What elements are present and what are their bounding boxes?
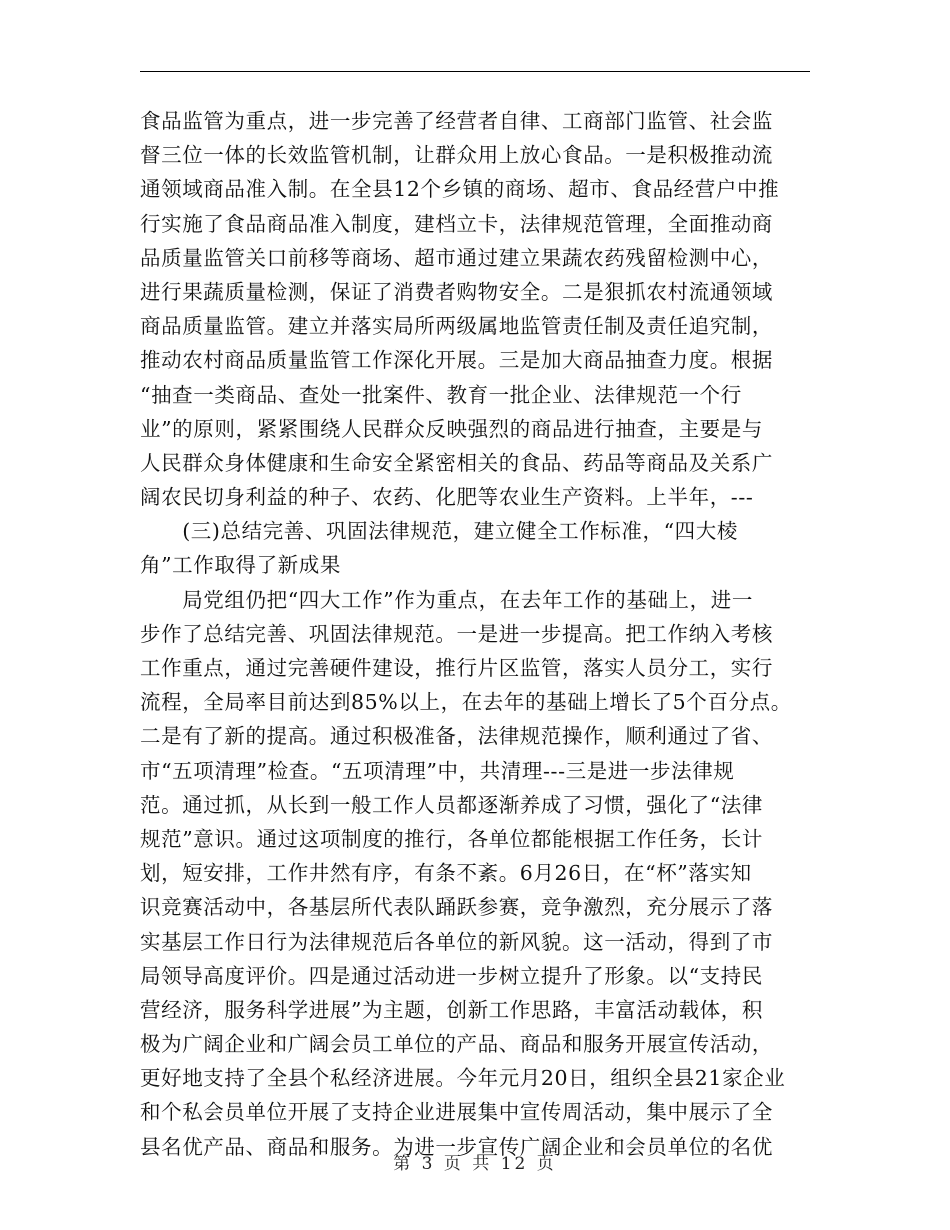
text-line: 通领域商品准入制。在全县12个乡镇的商场、超市、食品经营户中推: [140, 177, 780, 202]
text-line: 业”的原则，紧紧围绕人民群众反映强烈的商品进行抽查，主要是与: [140, 416, 763, 441]
text-line: 局领导高度评价。四是通过活动进一步树立提升了形象。以“支持民: [140, 963, 763, 988]
text-line: 工作重点，通过完善硬件建设，推行片区监管，落实人员分工，实行: [140, 656, 773, 680]
text-line: 二是有了新的提高。通过积极准备，法律规范操作，顺利通过了省、: [140, 724, 773, 749]
text-line: 品质量监管关口前移等商场、超市通过建立果蔬农药残留检测中心，: [140, 245, 773, 270]
text-line: 阔农民切身利益的种子、农药、化肥等农业生产资料。上半年，---: [140, 485, 754, 510]
text-line: 规范”意识。通过这项制度的推行，各单位都能根据工作任务，长计: [140, 826, 763, 851]
text-line: 流程，全局率目前达到85%以上，在去年的基础上增长了5个百分点。: [140, 690, 792, 715]
section-heading-line: 角”工作取得了新成果: [140, 553, 341, 578]
text-line: 极为广阔企业和广阔会员工单位的产品、商品和服务开展宣传活动，: [140, 1032, 773, 1057]
section-heading-line: (三)总结完善、巩固法律规范，建立健全工作标准，“四大棱: [140, 519, 738, 544]
header-rule: [140, 71, 810, 72]
text-line: 步作了总结完善、巩固法律规范。一是进一步提高。把工作纳入考核: [140, 621, 773, 646]
text-line: 商品质量监管。建立并落实局所两级属地监管责任制及责任追究制，: [140, 314, 773, 339]
page-number-footer: 第 3 页 共 12 页: [393, 1154, 557, 1174]
text-line: 更好地支持了全县个私经济进展。今年元月20日，组织全县21家企业: [140, 1066, 786, 1091]
text-line: 实基层工作日行为法律规范后各单位的新风貌。这一活动，得到了市: [140, 929, 773, 954]
text-line: 划，短安排，工作井然有序，有条不紊。6月26日，在“杯”落实知: [140, 861, 752, 886]
text-line: 局党组仍把“四大工作”作为重点，在去年工作的基础上，进一: [140, 587, 753, 612]
text-line: 食品监管为重点，进一步完善了经营者自律、工商部门监管、社会监: [140, 109, 773, 133]
text-line: 进行果蔬质量检测，保证了消费者购物安全。二是狠抓农村流通领域: [140, 279, 773, 304]
text-line: “抽查一类商品、查处一批案件、教育一批企业、法律规范一个行: [140, 382, 742, 407]
text-line: 市“五项清理”检查。“五项清理”中，共清理---三是进一步法律规: [140, 758, 735, 783]
text-line: 县名优产品、商品和服务。为进一步宣传广阔企业和会员单位的名优: [140, 1134, 773, 1159]
text-line: 范。通过抓，从长到一般工作人员都逐渐养成了习惯，强化了“法律: [140, 792, 763, 817]
text-line: 和个私会员单位开展了支持企业进展集中宣传周活动，集中展示了全: [140, 1100, 773, 1125]
text-line: 营经济，服务科学进展”为主题，创新工作思路，丰富活动载体，积: [140, 997, 763, 1022]
text-line: 行实施了食品商品准入制度，建档立卡，法律规范管理，全面推动商: [140, 211, 773, 236]
text-line: 人民群众身体健康和生命安全紧密相关的食品、药品等商品及关系广: [140, 450, 773, 475]
text-line: 识竞赛活动中，各基层所代表队踊跃参赛，竞争激烈，充分展示了落: [140, 895, 773, 920]
text-line: 督三位一体的长效监管机制，让群众用上放心食品。一是积极推动流: [140, 143, 773, 168]
text-line: 推动农村商品质量监管工作深化开展。三是加大商品抽查力度。根据: [140, 348, 773, 373]
document-body: [140, 104, 810, 1164]
